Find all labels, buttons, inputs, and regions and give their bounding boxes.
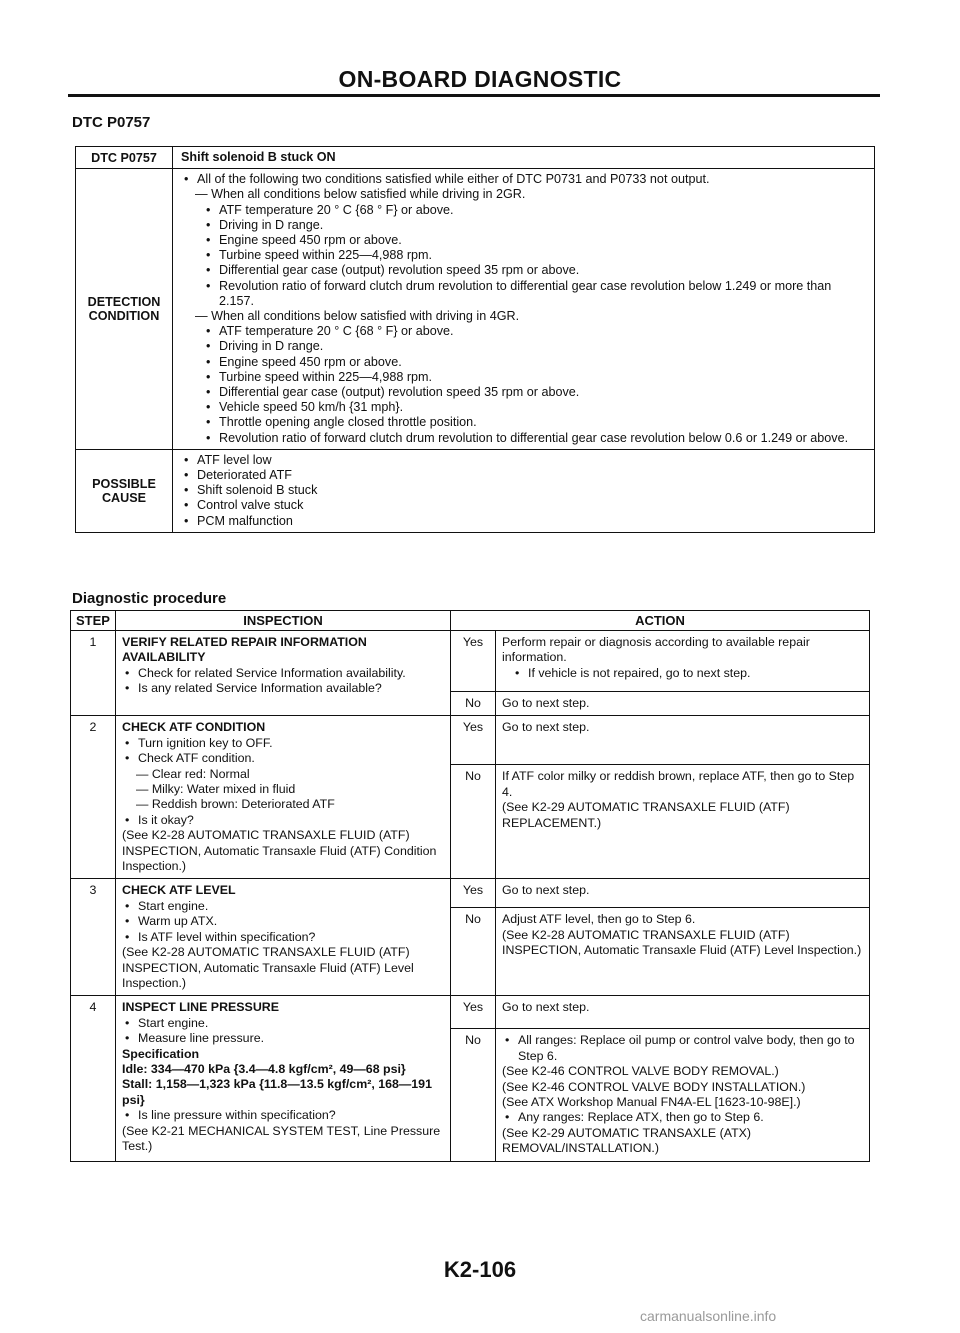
yes-action: Go to next step. [496,996,870,1029]
list-item: • Shift solenoid B stuck [181,483,866,498]
cause-label: POSSIBLE CAUSE [76,449,173,532]
yes-label: Yes [451,716,496,765]
list-item: • Warm up ATX. [122,914,444,929]
action-text: Perform repair or diagnosis according to available repair information. [502,635,810,665]
header-step: STEP [71,611,116,631]
header-inspection: INSPECTION [116,611,451,631]
list-item: • PCM malfunction [181,514,866,529]
list-item: • ATF temperature 20 ° C {68 ° F} or above. [203,203,866,218]
list-item: • Control valve stuck [181,498,866,513]
step-inspection [116,879,451,996]
reference-text: (See ATX Workshop Manual FN4A-EL [1623-10-98E].) [502,1094,801,1109]
reference-text: (See K2-46 CONTROL VALVE BODY INSTALLATION.) [502,1079,806,1094]
list-item: • Any ranges: Replace ATX, then go to Step 6. [502,1110,863,1125]
list-item: • Differential gear case (output) revolution speed 35 rpm or above. [203,385,866,400]
list-item: • Is it okay? [122,813,444,828]
yes-action: Go to next step. [496,879,870,908]
dtc-code-cell: DTC P0757 [76,147,173,169]
detection-label: DETECTION CONDITION [76,169,173,450]
spec-idle: Idle: 334—470 kPa {3.4—4.8 kgf/cm², 49—68 psi} [122,1061,406,1076]
page-title: ON-BOARD DIAGNOSTIC [338,66,622,92]
list-item: • Check ATF condition. [122,751,444,766]
yes-action: Go to next step. [496,716,870,765]
list-item: — Reddish brown: Deteriorated ATF [136,797,335,812]
step-heading: CHECK ATF LEVEL [122,883,236,898]
list-item: • Is ATF level within specification? [122,930,444,945]
list-item: • Throttle opening angle closed throttle position. [203,415,866,430]
cause-body [173,449,875,532]
list-item: • Revolution ratio of forward clutch drum revolution to differential gear case revolution below 1.249 or more than 2.157. [203,279,866,309]
reference-text: (See K2-21 MECHANICAL SYSTEM TEST, Line Pressure Test.) [122,1123,441,1153]
list-item: • If vehicle is not repaired, go to next step. [512,666,863,681]
watermark: carmanualsonline.info [640,1308,777,1324]
no-action [496,1029,870,1161]
case1-intro: — When all conditions below satisfied while driving in 2GR. [195,187,526,202]
detection-body [173,169,875,450]
yes-label: Yes [451,879,496,908]
list-item: • Revolution ratio of forward clutch drum revolution to differential gear case revolution below 0.6 or 1.249 or above. [203,431,866,446]
step-inspection [116,716,451,879]
list-item: • Check for related Service Information availability. [122,666,444,681]
list-item: • Is any related Service Information available? [122,681,444,696]
reference-text: (See K2-28 AUTOMATIC TRANSAXLE FLUID (ATF) INSPECTION, Automatic Transaxle Fluid (ATF) Level Inspection.) [502,927,862,958]
list-item: • Differential gear case (output) revolution speed 35 rpm or above. [203,263,866,278]
list-item: • ATF temperature 20 ° C {68 ° F} or above. [203,324,866,339]
step-number: 1 [71,631,116,716]
no-action [496,908,870,996]
no-label: No [451,908,496,996]
step-inspection [116,631,451,716]
no-label: No [451,1029,496,1161]
step-heading: VERIFY RELATED REPAIR INFORMATION AVAILABILITY [122,635,367,665]
table-row [71,996,870,1029]
step-inspection [116,996,451,1161]
yes-action [496,631,870,692]
reference-text: (See K2-29 AUTOMATIC TRANSAXLE (ATX) REMOVAL/INSTALLATION.) [502,1125,752,1156]
list-item: • Vehicle speed 50 km/h {31 mph}. [203,400,866,415]
action-text: Adjust ATF level, then go to Step 6. [502,912,696,927]
no-label: No [451,765,496,879]
detection-intro: • All of the following two conditions satisfied while either of DTC P0731 and P0733 not output. [181,172,866,187]
table-row [71,879,870,908]
table-row [71,716,870,765]
table-row [71,631,870,692]
list-item: • Turn ignition key to OFF. [122,736,444,751]
spec-stall: Stall: 1,158—1,323 kPa {11.8—13.5 kgf/cm², 168—191 psi} [122,1077,432,1107]
list-item: • Turbine speed within 225—4,988 rpm. [203,248,866,263]
reference-text: (See K2-29 AUTOMATIC TRANSAXLE FLUID (ATF) REPLACEMENT.) [502,800,790,830]
step-number: 4 [71,996,116,1161]
list-item: • Turbine speed within 225—4,988 rpm. [203,370,866,385]
step-heading: INSPECT LINE PRESSURE [122,1000,279,1015]
list-item: • Start engine. [122,1016,444,1031]
diagnostic-table [70,610,870,1162]
dtc-row-code [76,147,875,169]
dtc-description-cell: Shift solenoid B stuck ON [173,147,875,169]
dtc-table [75,146,875,533]
dtc-row-cause [76,449,875,532]
title-rule [68,94,880,97]
list-item: • ATF level low [181,453,866,468]
reference-text: (See K2-28 AUTOMATIC TRANSAXLE FLUID (ATF) INSPECTION, Automatic Transaxle Fluid (ATF) Condition Inspection.) [122,828,437,874]
header-action: ACTION [451,611,870,631]
no-label: No [451,692,496,716]
list-item: • Engine speed 450 rpm or above. [203,233,866,248]
reference-text: (See K2-28 AUTOMATIC TRANSAXLE FLUID (ATF) INSPECTION, Automatic Transaxle Fluid (ATF) Level Inspection.) [122,945,414,990]
list-item: • Start engine. [122,899,444,914]
yes-label: Yes [451,631,496,692]
yes-label: Yes [451,996,496,1029]
no-action [496,765,870,879]
page-number: K2-106 [443,1257,517,1282]
list-item: — Milky: Water mixed in fluid [136,782,296,797]
case2-intro: — When all conditions below satisfied with driving in 4GR. [195,309,520,324]
action-text: If ATF color milky or reddish brown, replace ATF, then go to Step 4. [502,769,855,799]
diagnostic-heading: Diagnostic procedure [72,590,227,607]
list-item: • Deteriorated ATF [181,468,866,483]
list-item: • All ranges: Replace oil pump or control valve body, then go to Step 6. [502,1033,863,1064]
table-header-row [71,611,870,631]
spec-label: Specification [122,1046,200,1061]
list-item: • Driving in D range. [203,218,866,233]
step-number: 2 [71,716,116,879]
dtc-heading: DTC P0757 [72,114,151,131]
list-item: • Measure line pressure. [122,1031,444,1046]
list-item: • Driving in D range. [203,339,866,354]
step-number: 3 [71,879,116,996]
list-item: • Is line pressure within specification? [122,1108,444,1123]
no-action: Go to next step. [496,692,870,716]
step-heading: CHECK ATF CONDITION [122,720,266,735]
reference-text: (See K2-46 CONTROL VALVE BODY REMOVAL.) [502,1064,779,1079]
list-item: — Clear red: Normal [136,766,250,781]
dtc-row-detection [76,169,875,450]
list-item: • Engine speed 450 rpm or above. [203,355,866,370]
